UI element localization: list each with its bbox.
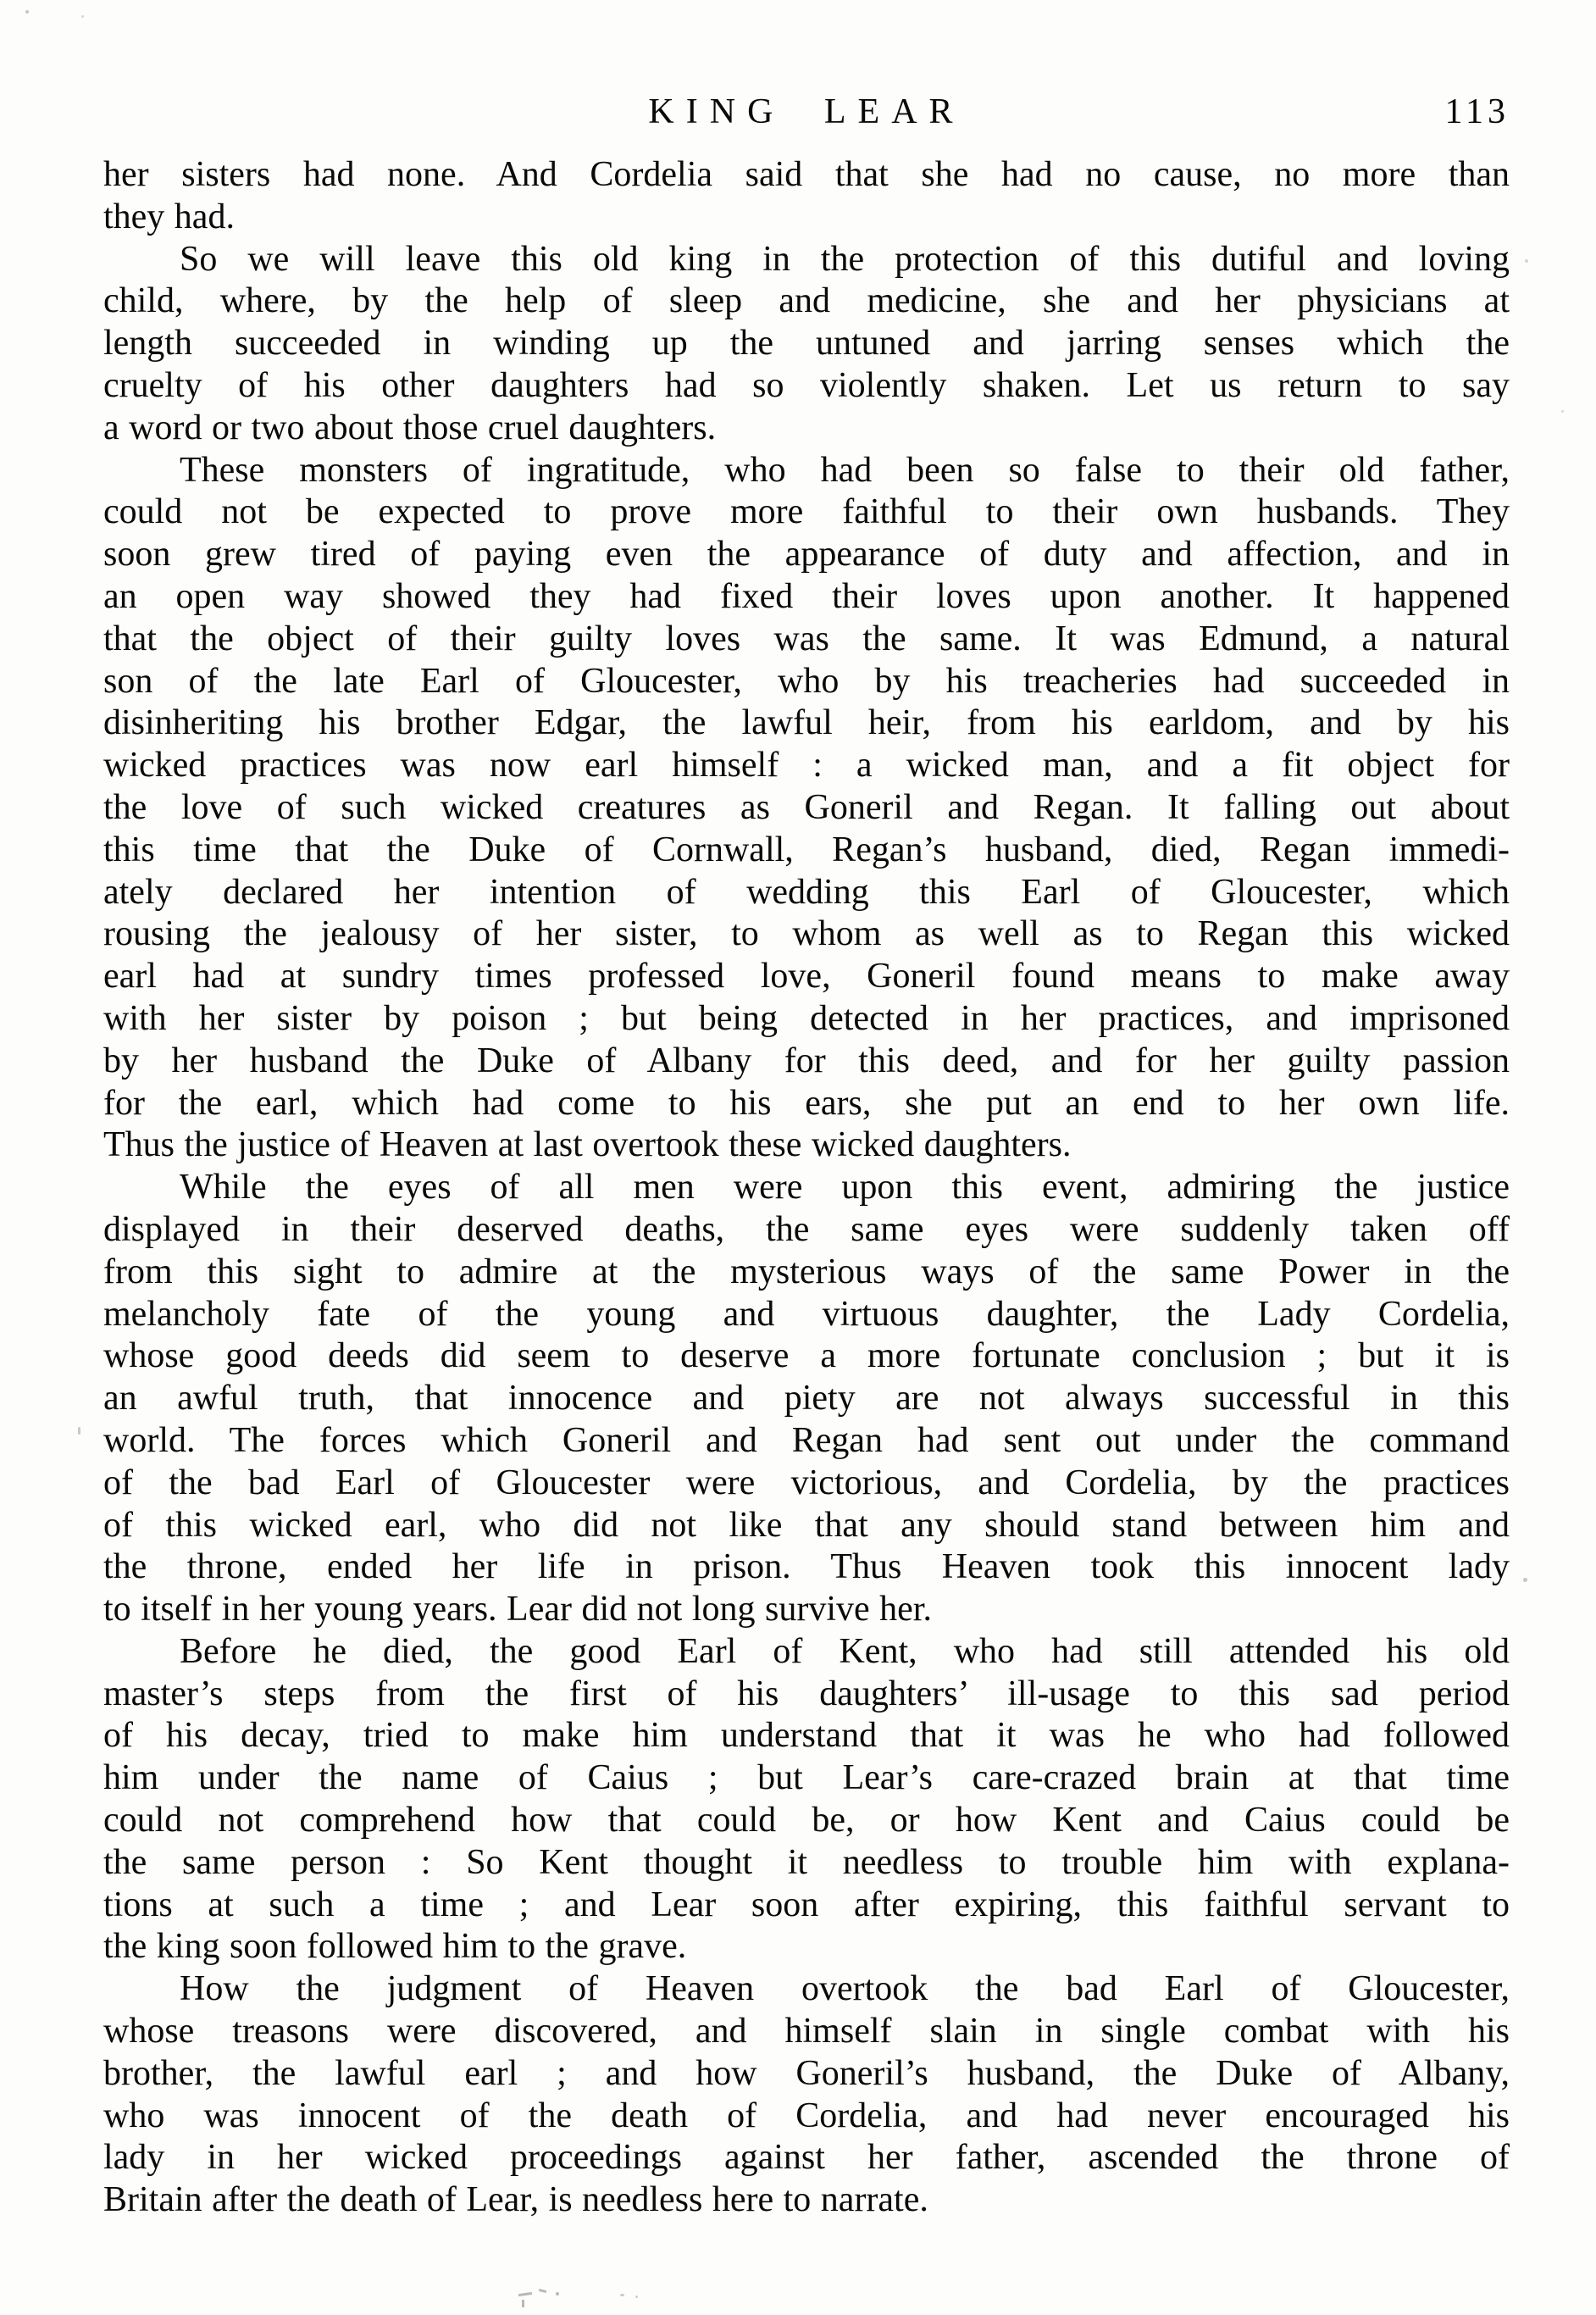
text-line: who was innocent of the death of Cordelia, and had never encouraged his xyxy=(103,2096,1510,2135)
text-line: her sisters had none. And Cordelia said that she had no cause, no more than xyxy=(103,155,1510,194)
text-line: tions at such a time ; and Lear soon after expiring, this faithful servant to xyxy=(103,1885,1510,1924)
text-line: of the bad Earl of Gloucester were victorious, and Cordelia, by the practices xyxy=(103,1463,1510,1502)
text-line: could not comprehend how that could be, or how Kent and Caius could be xyxy=(103,1801,1510,1840)
text-line: wicked practices was now earl himself : a wicked man, and a fit object for xyxy=(103,746,1510,786)
text-line: displayed in their deserved deaths, the same eyes were suddenly taken off xyxy=(103,1209,1510,1249)
text-line: Britain after the death of Lear, is needless here to narrate. xyxy=(103,2180,928,2220)
text-line: master’s steps from the first of his daughters’ ill-usage to this sad period xyxy=(103,1674,1510,1713)
text-line: melancholy fate of the young and virtuous daughter, the Lady Cordelia, xyxy=(103,1294,1510,1334)
text-line: brother, the lawful earl ; and how Goneril’s husband, the Duke of Albany, xyxy=(103,2053,1510,2093)
text-line: from this sight to admire at the mysterious ways of the same Power in the xyxy=(103,1252,1510,1291)
text-line: of this wicked earl, who did not like that any should stand between him and xyxy=(103,1505,1510,1545)
text-line: that the object of their guilty loves was the same. It was Edmund, a natural xyxy=(103,619,1510,658)
text-line: for the earl, which had come to his ears, she put an end to her own life. xyxy=(103,1083,1510,1123)
running-header xyxy=(0,92,1596,136)
text-line: to itself in her young years. Lear did not long survive her. xyxy=(103,1590,932,1629)
text-line: rousing the jealousy of her sister, to whom as well as to Regan this wicked xyxy=(103,914,1510,954)
page-title: KING LEAR xyxy=(648,92,965,131)
ink-speck xyxy=(1525,259,1528,263)
text-line: son of the late Earl of Gloucester, who by his treacheries had succeeded in xyxy=(103,661,1510,701)
text-line: child, where, by the help of sleep and medicine, she and her physicians at xyxy=(103,281,1510,321)
text-line: While the eyes of all men were upon this event, admiring the justice xyxy=(180,1168,1510,1207)
text-line: whose treasons were discovered, and himself slain in single combat with his xyxy=(103,2012,1510,2051)
text-line: Before he died, the good Earl of Kent, who had still attended his old xyxy=(180,1631,1510,1671)
body-text xyxy=(103,154,1510,2222)
text-line: disinheriting his brother Edgar, the lawful heir, from his earldom, and by his xyxy=(103,703,1510,743)
text-line: they had. xyxy=(103,197,235,236)
ink-speck xyxy=(1561,410,1564,413)
text-line: lady in her wicked proceedings against her father, ascended the throne of xyxy=(103,2138,1510,2178)
print-smudge xyxy=(518,2288,823,2313)
text-line: by her husband the Duke of Albany for this deed, and for her guilty passion xyxy=(103,1041,1510,1080)
text-line: whose good deeds did seem to deserve a more fortunate conclusion ; but it is xyxy=(103,1336,1510,1376)
text-line: So we will leave this old king in the protection of this dutiful and loving xyxy=(180,239,1510,279)
text-line: an open way showed they had fixed their loves upon another. It happened xyxy=(103,576,1510,616)
text-line: These monsters of ingratitude, who had been so false to their old father, xyxy=(180,450,1510,490)
text-line: the throne, ended her life in prison. Thus Heaven took this innocent lady xyxy=(103,1547,1510,1587)
text-line: earl had at sundry times professed love, Goneril found means to make away xyxy=(103,957,1510,997)
text-line: length succeeded in winding up the untuned and jarring senses which the xyxy=(103,324,1510,364)
text-line: could not be expected to prove more faithful to their own husbands. They xyxy=(103,492,1510,532)
text-line: ately declared her intention of wedding this Earl of Gloucester, which xyxy=(103,872,1510,912)
page-number: 113 xyxy=(1444,92,1510,131)
text-line: with her sister by poison ; but being detected in her practices, and imprisoned xyxy=(103,998,1510,1038)
text-line: cruelty of his other daughters had so violently shaken. Let us return to say xyxy=(103,365,1510,405)
ink-speck xyxy=(1523,1578,1527,1582)
text-line: this time that the Duke of Cornwall, Regan’s husband, died, Regan immedi- xyxy=(103,830,1510,869)
text-line: an awful truth, that innocence and piety are not always successful in this xyxy=(103,1379,1510,1418)
text-line: world. The forces which Goneril and Regan had sent out under the command xyxy=(103,1420,1510,1460)
text-line: him under the name of Caius ; but Lear’s care-crazed brain at that time xyxy=(103,1758,1510,1798)
text-line: How the judgment of Heaven overtook the bad Earl of Gloucester, xyxy=(180,1969,1510,2009)
text-line: of his decay, tried to make him understand that it was he who had followed xyxy=(103,1716,1510,1756)
text-line: Thus the justice of Heaven at last overtook these wicked daughters. xyxy=(103,1125,1072,1165)
text-line: the same person : So Kent thought it needless to trouble him with explana- xyxy=(103,1842,1510,1882)
ink-speck xyxy=(25,10,29,14)
ink-speck xyxy=(81,15,84,18)
text-line: soon grew tired of paying even the appearance of duty and affection, and in xyxy=(103,535,1510,575)
text-line: the love of such wicked creatures as Goneril and Regan. It falling out about xyxy=(103,787,1510,827)
text-line: the king soon followed him to the grave. xyxy=(103,1927,687,1967)
ink-speck xyxy=(78,1427,80,1435)
text-line: a word or two about those cruel daughters. xyxy=(103,408,717,447)
